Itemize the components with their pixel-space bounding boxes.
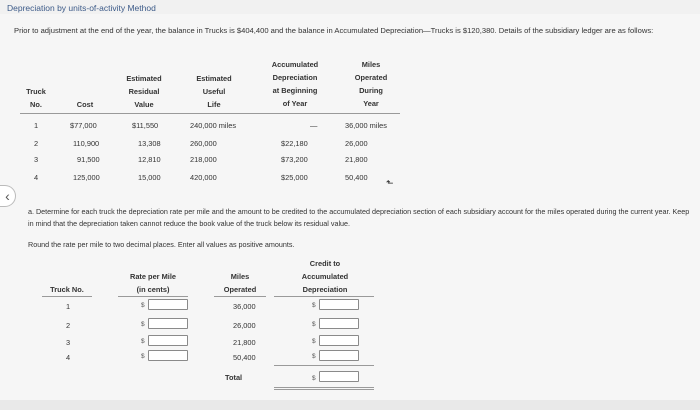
miles-cell: 36,000 miles xyxy=(345,121,387,130)
total-label: Total xyxy=(225,373,243,382)
currency-symbol: $ xyxy=(141,353,145,360)
answer-rule-miles xyxy=(214,296,266,297)
accum-cell: $22,180 xyxy=(281,139,308,148)
currency-symbol: $ xyxy=(141,321,145,328)
residual-cell: 12,810 xyxy=(138,155,161,164)
truck-no: 1 xyxy=(66,302,71,311)
truck-no: 2 xyxy=(66,321,71,330)
currency-symbol: $ xyxy=(141,302,145,309)
rate-per-mile-input[interactable] xyxy=(148,299,188,310)
life-cell: 420,000 xyxy=(190,173,217,182)
currency-symbol: $ xyxy=(312,375,316,382)
answer-rule-rate xyxy=(118,296,188,297)
header-miles: Miles Operated During Year xyxy=(354,60,388,108)
miles-operated: 21,800 xyxy=(233,338,256,347)
truck-no: 2 xyxy=(34,139,39,148)
header-life: Estimated Useful Life xyxy=(196,74,232,109)
credit-input[interactable] xyxy=(319,350,359,361)
total-credit-input[interactable] xyxy=(319,371,359,382)
rate-per-mile-input[interactable] xyxy=(148,350,188,361)
credit-input[interactable] xyxy=(319,335,359,346)
instructions-text: Round the rate per mile to two decimal places. Enter all values as positive amounts. xyxy=(28,240,295,249)
miles-cell: 21,800 xyxy=(345,155,368,164)
truck-no: 4 xyxy=(66,353,71,362)
rate-per-mile-input[interactable] xyxy=(148,318,188,329)
cost-cell: 110,900 xyxy=(73,139,100,148)
header-accum: Accumulated Depreciation at Beginning of Year xyxy=(271,60,319,108)
cost-cell: $77,000 xyxy=(70,121,97,130)
currency-symbol: $ xyxy=(312,353,316,360)
chevron-left-icon[interactable]: ‹ xyxy=(0,185,16,207)
answer-rule-truck xyxy=(42,296,92,297)
truck-no: 3 xyxy=(34,155,39,164)
credit-input[interactable] xyxy=(319,299,359,310)
cursor-arrow-icon: ⬑ xyxy=(386,178,394,188)
miles-cell: 50,400 xyxy=(345,173,368,182)
miles-operated: 50,400 xyxy=(233,353,256,362)
credit-input[interactable] xyxy=(319,318,359,329)
problem-intro: Prior to adjustment at the end of the year, the balance in Trucks is $404,400 and the balance in Accumulated Depreciation—Trucks is $120,380. Details of the subsidiary ledger are as follows: xyxy=(14,26,654,35)
residual-cell: $11,550 xyxy=(132,121,159,130)
cost-cell: 125,000 xyxy=(73,173,100,182)
answer-header-miles: Miles Operated xyxy=(223,272,257,294)
life-cell: 218,000 xyxy=(190,155,217,164)
residual-cell: 13,308 xyxy=(138,139,161,148)
ledger-header-rule xyxy=(20,113,400,114)
residual-cell: 15,000 xyxy=(138,173,161,182)
life-cell: 240,000 miles xyxy=(190,121,237,130)
part-a-question: a. Determine for each truck the depreciation rate per mile and the amount to be credited to the accumulated depreciation section of each subsidiary account for the miles operated during the current year. Keep in mind that the depreciation taken cannot reduce the book value of the truck below its residual value. xyxy=(28,207,690,228)
bottom-bar xyxy=(0,400,700,410)
life-cell: 260,000 xyxy=(190,139,217,148)
truck-no: 4 xyxy=(34,173,39,182)
answer-header-truck: Truck No. xyxy=(50,285,84,294)
miles-operated: 26,000 xyxy=(233,321,256,330)
header-cost: Cost xyxy=(76,100,94,109)
currency-symbol: $ xyxy=(312,321,316,328)
currency-symbol: $ xyxy=(141,338,145,345)
answer-rule-credit xyxy=(274,296,374,297)
currency-symbol: $ xyxy=(312,338,316,345)
answer-header-rate: Rate per Mile (in cents) xyxy=(129,272,176,294)
currency-symbol: $ xyxy=(312,302,316,309)
total-rule-bottom-1 xyxy=(274,387,374,388)
truck-no: 1 xyxy=(34,121,39,130)
header-residual: Estimated Residual Value xyxy=(126,74,162,109)
header-truck: Truck No. xyxy=(26,87,46,109)
miles-operated: 36,000 xyxy=(233,302,256,311)
problem-title: Depreciation by units-of-activity Method xyxy=(7,3,156,13)
cost-cell: 91,500 xyxy=(77,155,100,164)
truck-no: 3 xyxy=(66,338,71,347)
answer-header-credit: Credit to Accumulated Depreciation xyxy=(301,259,349,294)
accum-cell: $25,000 xyxy=(281,173,308,182)
rate-per-mile-input[interactable] xyxy=(148,335,188,346)
accum-cell: $73,200 xyxy=(281,155,308,164)
total-rule-top xyxy=(274,365,374,366)
total-rule-bottom-2 xyxy=(274,389,374,390)
miles-cell: 26,000 xyxy=(345,139,368,148)
accum-cell: — xyxy=(310,121,318,130)
